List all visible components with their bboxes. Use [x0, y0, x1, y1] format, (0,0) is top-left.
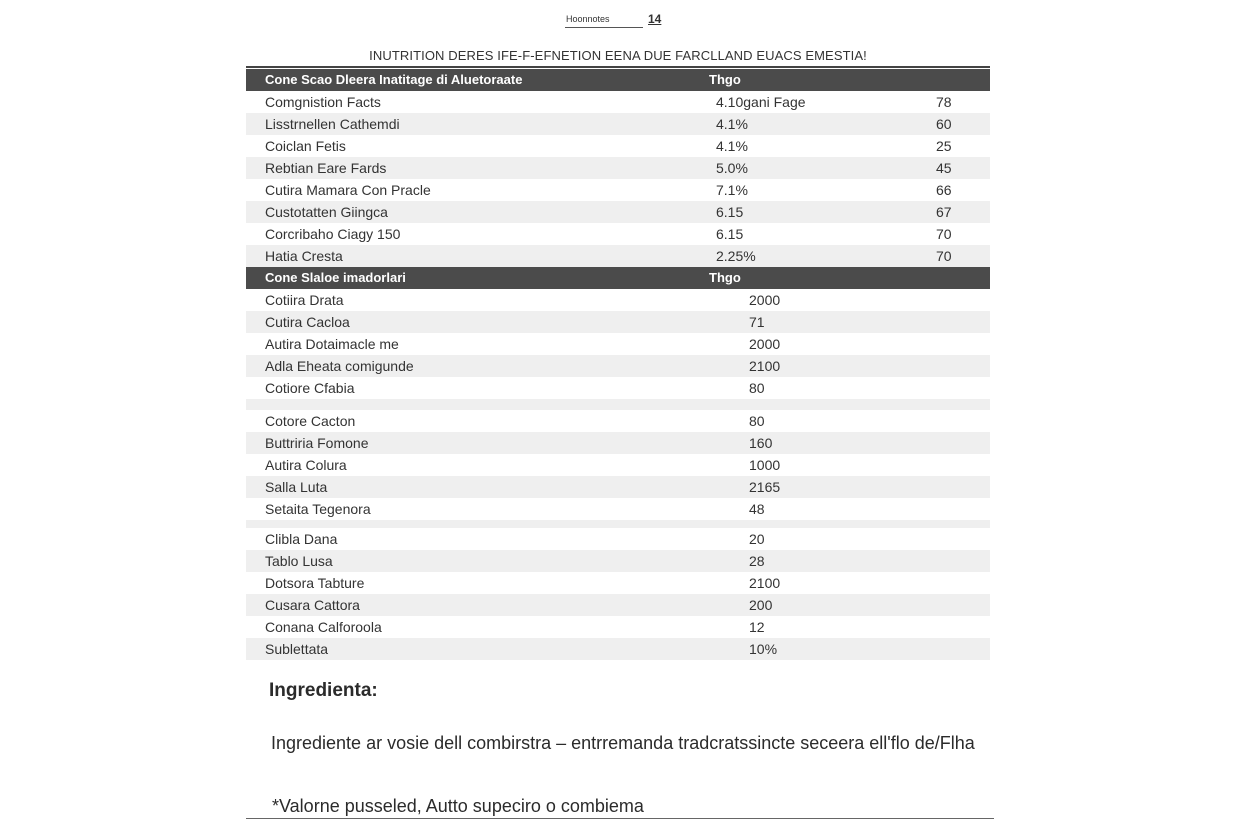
header-label: Hoonnotes — [566, 14, 610, 24]
row-value: 12 — [749, 619, 765, 635]
row-percent: 70 — [936, 226, 952, 242]
table-row — [246, 550, 990, 572]
row-name: Comgnistion Facts — [265, 94, 381, 110]
nutrition-table — [246, 69, 990, 660]
table-row — [246, 333, 990, 355]
section1-header-name: Cone Scao Dleera Inatitage di Aluetoraate — [265, 72, 523, 87]
row-percent: 45 — [936, 160, 952, 176]
row-percent: 25 — [936, 138, 952, 154]
row-value: 7.1% — [716, 182, 748, 198]
row-value: 2000 — [749, 336, 781, 352]
table-row — [246, 594, 990, 616]
row-value: 2100 — [749, 358, 781, 374]
table-row — [246, 157, 990, 179]
row-value: 1000 — [749, 457, 781, 473]
row-percent: 66 — [936, 182, 952, 198]
table-row — [246, 410, 990, 432]
section2-header-value: Thgo — [709, 270, 741, 285]
row-value: 28 — [749, 553, 765, 569]
row-value: 2.25% — [716, 248, 756, 264]
table-row — [246, 498, 990, 520]
table-row — [246, 616, 990, 638]
table-row — [246, 638, 990, 660]
table-row — [246, 201, 990, 223]
bottom-rule — [246, 818, 994, 819]
row-name: Tablo Lusa — [265, 553, 333, 569]
row-name: Corcribaho Ciagy 150 — [265, 226, 401, 242]
row-name: Coiclan Fetis — [265, 138, 346, 154]
table-row — [246, 528, 990, 550]
table-row — [246, 476, 990, 498]
row-name: Cusara Cattora — [265, 597, 360, 613]
row-percent: 67 — [936, 204, 952, 220]
row-value: 5.0% — [716, 160, 748, 176]
row-value: 4.1% — [716, 138, 748, 154]
row-value: 6.15 — [716, 204, 744, 220]
row-value: 48 — [749, 501, 765, 517]
section1-header-row — [246, 69, 990, 91]
group-spacer — [246, 520, 990, 528]
table-row — [246, 454, 990, 476]
table-row — [246, 355, 990, 377]
page-number: 14 — [648, 12, 662, 26]
row-percent: 70 — [936, 248, 952, 264]
row-name: Cutira Cacloa — [265, 314, 350, 330]
table-row — [246, 377, 990, 399]
table-row — [246, 572, 990, 594]
row-percent: 60 — [936, 116, 952, 132]
row-name: Rebtian Eare Fards — [265, 160, 387, 176]
row-value: 80 — [749, 413, 765, 429]
row-name: Cutira Mamara Con Pracle — [265, 182, 431, 198]
row-name: Salla Luta — [265, 479, 328, 495]
row-value: 6.15 — [716, 226, 744, 242]
footnote: *Valorne pusseled, Autto supeciro o combiema — [272, 796, 644, 816]
row-name: Lisstrnellen Cathemdi — [265, 116, 400, 132]
section2-header-row — [246, 267, 990, 289]
document-title: INUTRITION DERES IFE-F-EFNETION EENA DUE FARCLLAND EUACS EMESTIA! — [369, 48, 867, 63]
table-row — [246, 179, 990, 201]
row-name: Dotsora Tabture — [265, 575, 365, 591]
row-name: Autira Colura — [265, 457, 347, 473]
ingredients-text: Ingrediente ar vosie dell combirstra – entrremanda tradcratssincte seceera ell'flo de/Flha — [271, 733, 975, 753]
row-value: 71 — [749, 314, 765, 330]
row-value: 80 — [749, 380, 765, 396]
row-name: Custotatten Giingca — [265, 204, 388, 220]
table-row — [246, 91, 990, 113]
row-value: 20 — [749, 531, 765, 547]
table-row — [246, 289, 990, 311]
row-value: 4.1% — [716, 116, 748, 132]
row-value: 4.10gani Fage — [716, 94, 806, 110]
top-rule — [246, 66, 990, 68]
section2-header-name: Cone Slaloe imadorlari — [265, 270, 406, 285]
row-name: Cotiore Cfabia — [265, 380, 355, 396]
row-value: 2165 — [749, 479, 781, 495]
table-row — [246, 113, 990, 135]
row-name: Adla Eheata comigunde — [265, 358, 414, 374]
row-name: Hatia Cresta — [265, 248, 343, 264]
table-row — [246, 223, 990, 245]
group-spacer — [246, 399, 990, 410]
row-value: 10% — [749, 641, 778, 657]
row-value: 160 — [749, 435, 773, 451]
row-value: 2000 — [749, 292, 781, 308]
row-name: Clibla Dana — [265, 531, 338, 547]
row-name: Cotore Cacton — [265, 413, 356, 429]
table-row — [246, 311, 990, 333]
table-row — [246, 245, 990, 267]
table-row — [246, 432, 990, 454]
row-percent: 78 — [936, 94, 952, 110]
row-name: Buttriria Fomone — [265, 435, 369, 451]
row-name: Cotiira Drata — [265, 292, 344, 308]
row-name: Setaita Tegenora — [265, 501, 371, 517]
row-name: Sublettata — [265, 641, 329, 657]
row-value: 2100 — [749, 575, 781, 591]
section1-header-value: Thgo — [709, 72, 741, 87]
row-name: Conana Calforoola — [265, 619, 382, 635]
row-name: Autira Dotaimacle me — [265, 336, 399, 352]
table-row — [246, 135, 990, 157]
ingredients-heading: Ingredienta: — [269, 680, 378, 701]
row-value: 200 — [749, 597, 773, 613]
